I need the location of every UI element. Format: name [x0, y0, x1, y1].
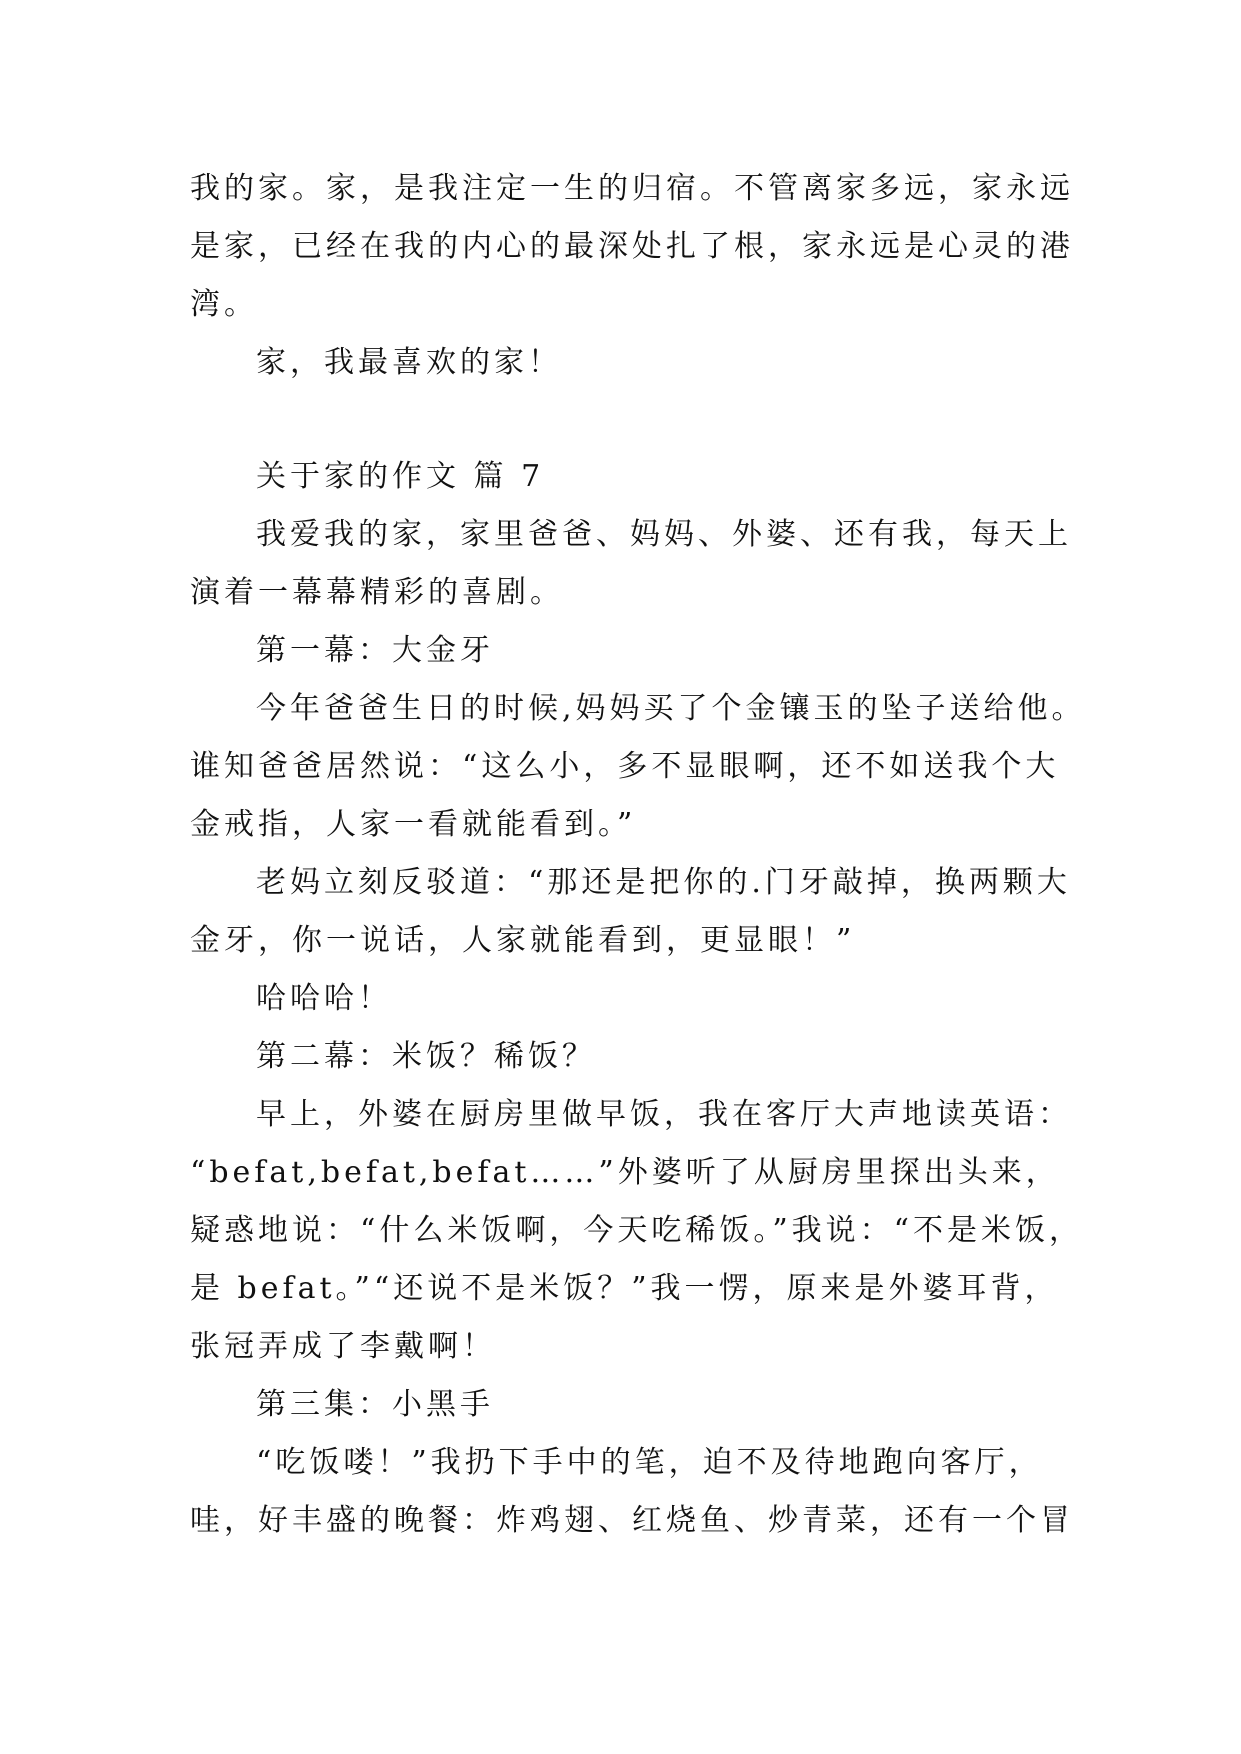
text-line: 第二幕：米饭？稀饭？ [256, 1039, 596, 1074]
section-spacer [190, 392, 1060, 448]
text-line: 我爱我的家，家里爸爸、妈妈、外婆、还有我，每天上 [256, 517, 1072, 552]
text-line: 早上，外婆在厨房里做早饭，我在客厅大声地读英语： [256, 1097, 1072, 1132]
section-heading: 关于家的作文 篇 7 [256, 459, 545, 494]
text-line: 谁知爸爸居然说：“这么小，多不显眼啊，还不如送我个大 [190, 749, 1060, 784]
paragraph-block-after [190, 506, 1086, 1550]
text-line: 第一幕：大金牙 [256, 633, 494, 668]
text-line: 我的家。家，是我注定一生的归宿。不管离家多远，家永远 [190, 171, 1074, 206]
text-line: 哇，好丰盛的晚餐：炸鸡翅、红烧鱼、炒青菜，还有一个冒 [190, 1503, 1074, 1538]
text-line: 第三集：小黑手 [256, 1387, 494, 1422]
text-line: 家，我最喜欢的家！ [256, 345, 562, 380]
text-line: 湾。 [190, 287, 258, 322]
text-line: “befat,befat,befat……”外婆听了从厨房里探出头来， [190, 1155, 1060, 1190]
text-line: 金戒指，人家一看就能看到。” [190, 807, 637, 842]
text-line: 金牙，你一说话，人家就能看到，更显眼！” [190, 923, 856, 958]
text-line: “吃饭喽！”我扔下手中的笔，迫不及待地跑向客厅， [256, 1445, 1043, 1480]
text-line: 哈哈哈！ [256, 981, 392, 1016]
text-line: 是 befat。”“还说不是米饭？”我一愣，原来是外婆耳背， [190, 1271, 1059, 1306]
text-line: 疑惑地说：“什么米饭啊，今天吃稀饭。”我说：“不是米饭， [190, 1213, 1084, 1248]
text-line: 是家，已经在我的内心的最深处扎了根，家永远是心灵的港 [190, 229, 1074, 264]
text-line: 张冠弄成了李戴啊！ [190, 1329, 496, 1364]
document-page [190, 160, 1086, 1550]
text-line: 演着一幕幕精彩的喜剧。 [190, 575, 564, 610]
text-line: 老妈立刻反驳道：“那还是把你的.门牙敲掉，换两颗大 [256, 865, 1071, 900]
paragraph-block-before [190, 160, 1074, 392]
text-line: 今年爸爸生日的时候,妈妈买了个金镶玉的坠子送给他。 [256, 691, 1086, 726]
